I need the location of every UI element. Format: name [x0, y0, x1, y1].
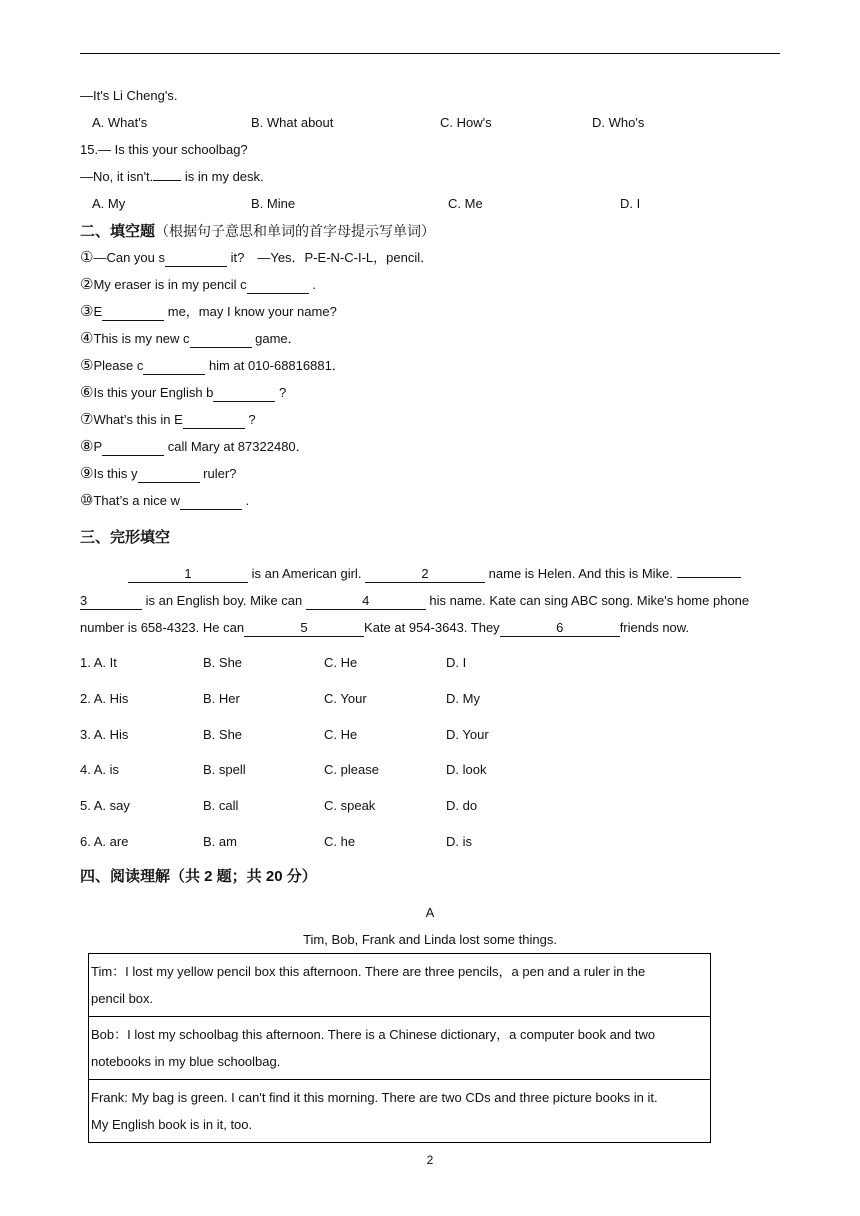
cloze-option: B. am [203, 834, 237, 849]
cloze-option: D. is [446, 834, 472, 849]
fill-item [80, 384, 286, 402]
q14-option-d: D. Who's [592, 115, 645, 130]
answer-blank [102, 304, 164, 321]
section2-heading: 二、填空题（根据句子意思和单词的首字母提示写单词） [80, 223, 436, 240]
cloze-option: B. call [203, 798, 239, 814]
page-number: 2 [426, 1153, 434, 1167]
answer-blank [138, 466, 200, 483]
item-number: ④ [80, 330, 94, 347]
answer-blank [165, 250, 227, 267]
item-text-after: . [308, 277, 316, 292]
item-text-after: it? —Yes．P-E-N-C-I-L，pencil． [227, 250, 434, 265]
answer-blank [143, 358, 205, 375]
reading-intro: Tim, Bob, Frank and Linda lost some things. [303, 932, 557, 947]
item-text-after: ruler? [199, 466, 237, 481]
cloze-option: D. do [446, 798, 478, 814]
reading-part-label: A [425, 905, 435, 920]
cloze-option: D. look [446, 762, 487, 778]
cloze-option: C. He [324, 726, 358, 742]
cloze-option: C. He [324, 655, 358, 670]
item-text-after: call Mary at 87322480． [164, 439, 309, 454]
item-number: ⑥ [80, 384, 94, 401]
item-text-before: What’s this in E [93, 412, 183, 427]
section2-note: （根据句子意思和单词的首字母提示写单词） [155, 223, 436, 239]
item-number: ⑩ [80, 492, 94, 509]
cloze-blank-2: 2 [365, 566, 485, 583]
cloze-passage-line-1: 1 is an American girl. 2 name is Helen. And this is Mike. [128, 565, 741, 583]
cloze-blank-3a [677, 577, 741, 578]
table-row [89, 954, 711, 1017]
answer-blank [102, 439, 164, 456]
cloze-option: 6. A. are [80, 834, 129, 849]
cloze-blank-3: 3 [80, 593, 142, 610]
answer-blank [183, 412, 245, 429]
table-row [89, 1080, 711, 1143]
fill-item [80, 276, 316, 294]
item-number: ⑤ [80, 357, 94, 374]
q15-blank [153, 180, 181, 181]
item-number: ③ [80, 303, 94, 320]
q15-option-a: A. My [92, 196, 126, 211]
cloze-blank-6: 6 [500, 620, 620, 637]
table-cell-tim: Tim：I lost my yellow pencil box this afternoon. There are three pencils，a pen and a ruler in the pencil box. [89, 954, 711, 1017]
q14-option-a: A. What's [92, 115, 148, 130]
q14-option-c: C. How's [440, 115, 492, 130]
fill-item [80, 492, 249, 510]
fill-item [80, 357, 345, 375]
cloze-option: 3. A. His [80, 726, 129, 742]
cloze-option: B. She [203, 655, 243, 670]
item-number: ⑦ [80, 411, 94, 428]
fill-item [80, 303, 337, 321]
q15-option-c: C. Me [448, 196, 483, 211]
fill-item [80, 465, 236, 483]
cloze-blank-5: 5 [244, 620, 364, 637]
item-text-before: —Can you s [93, 250, 165, 265]
item-text-before: That’s a nice w [93, 493, 180, 508]
cloze-option: 1. A. It [80, 655, 117, 670]
item-text-after: me，may I know your name? [164, 304, 337, 319]
item-text-before: My eraser is in my pencil c [93, 277, 247, 292]
q15-option-b: B. Mine [251, 196, 296, 211]
cloze-option: 2. A. His [80, 690, 129, 706]
cloze-option: C. Your [324, 690, 367, 706]
q15-question: 15.— Is this your schoolbag? [80, 142, 248, 157]
cloze-option: C. he [324, 834, 356, 849]
cloze-option: 5. A. say [80, 798, 130, 814]
cloze-option: C. please [324, 762, 379, 778]
item-text-after: him at 010-68816881． [205, 358, 345, 373]
cloze-option: B. She [203, 726, 243, 742]
table-row [89, 1017, 711, 1080]
cloze-blank-4: 4 [306, 593, 426, 610]
header-rule [80, 53, 780, 54]
item-text-before: Is this your English b [93, 385, 214, 400]
item-text-before: This is my new c [93, 331, 190, 346]
item-number: ⑨ [80, 465, 94, 482]
item-text-after: ? [244, 412, 256, 427]
item-number: ① [80, 249, 94, 266]
answer-blank [180, 493, 242, 510]
item-text-before: P [93, 439, 103, 454]
item-text-after: ? [275, 385, 287, 400]
cloze-option: D. Your [446, 726, 489, 742]
cloze-option: C. speak [324, 798, 376, 814]
q15-answer: —No, it isn't. is in my desk. [80, 169, 264, 184]
q14-option-b: B. What about [251, 115, 334, 130]
item-text-before: Is this y [93, 466, 138, 481]
cloze-option: 4. A. is [80, 762, 120, 778]
cloze-option: B. spell [203, 762, 246, 778]
answer-blank [213, 385, 275, 402]
section4-heading: 四、阅读理解（共 2 题；共 20 分） [80, 868, 317, 885]
cloze-option: D. I [446, 655, 467, 670]
q15-option-d: D. I [620, 196, 641, 211]
fill-item [80, 249, 433, 267]
item-number: ② [80, 276, 94, 293]
table-cell-bob: Bob：I lost my schoolbag this afternoon. There is a Chinese dictionary，a computer book and two notebooks in my blue schoolbag. [89, 1017, 711, 1080]
fill-item [80, 330, 301, 348]
cloze-option: D. My [446, 690, 480, 706]
table-cell-frank: Frank: My bag is green. I can't find it this morning. There are two CDs and three picture books in it. My English book is in it, too. [89, 1080, 711, 1143]
cloze-blank-1: 1 [128, 566, 248, 583]
section3-heading: 三、完形填空 [80, 529, 171, 546]
answer-blank [190, 331, 252, 348]
item-text-after: . [241, 493, 250, 508]
cloze-passage-line-2: 3 is an English boy. Mike can 4 his name. Kate can sing ABC song. Mike's home phone [80, 593, 750, 608]
cloze-passage-line-3: number is 658-4323. He can 5 Kate at 954-3643. They 6 friends now. [80, 620, 690, 635]
item-text-before: Please c [93, 358, 144, 373]
cloze-option: B. Her [203, 690, 240, 706]
item-number: ⑧ [80, 438, 94, 455]
answer-blank [247, 277, 309, 294]
fill-item [80, 411, 256, 429]
fill-item [80, 438, 309, 456]
q14-answer-line: —It's Li Cheng's. [80, 88, 178, 103]
lost-items-table [88, 953, 711, 1143]
item-text-after: game． [251, 331, 301, 346]
item-text-before: E [93, 304, 103, 319]
